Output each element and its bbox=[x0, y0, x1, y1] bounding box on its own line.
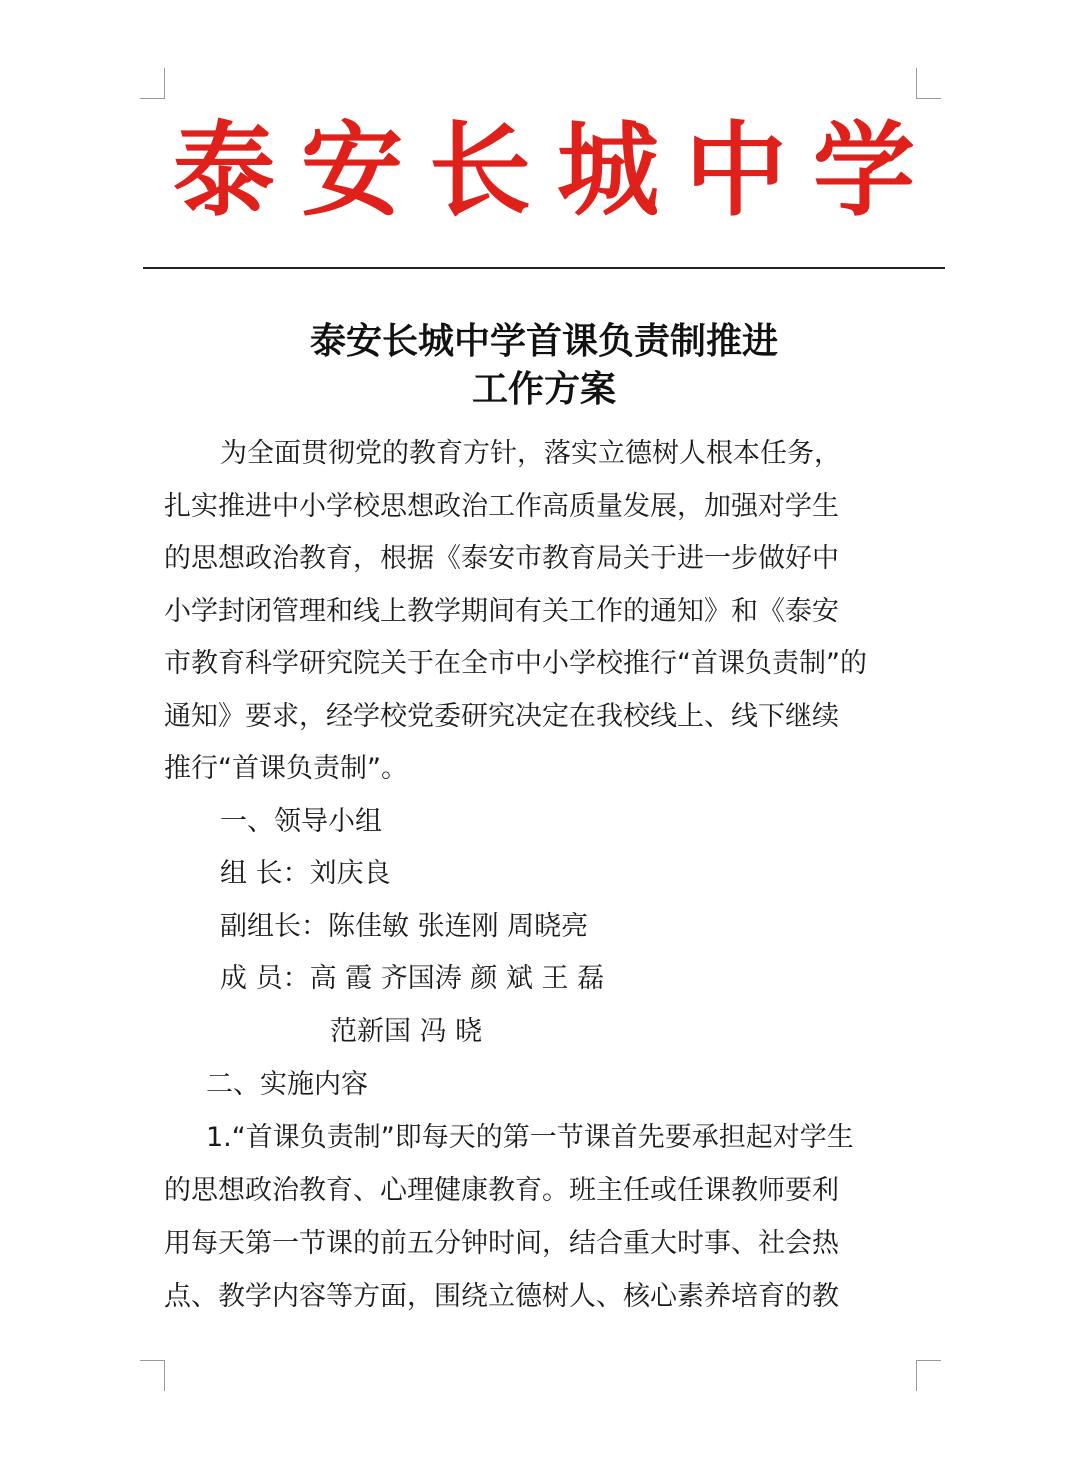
crop-mark-bottom-left bbox=[140, 1360, 165, 1391]
crop-mark-top-left bbox=[140, 68, 165, 99]
document-title-line-2: 工作方案 bbox=[471, 369, 616, 410]
intro-line: 的思想政治教育，根据《泰安市教育局关于进一步做好中 bbox=[164, 543, 839, 574]
content-line: 点、教学内容等方面，围绕立德树人、核心素养培育的教 bbox=[164, 1281, 839, 1312]
masthead: 泰安长城中学 bbox=[173, 112, 941, 231]
intro-line: 推行“首课负责制”。 bbox=[164, 753, 408, 784]
section-heading-leadership: 一、领导小组 bbox=[220, 806, 382, 837]
leader-line: 组 长：刘庆良 bbox=[220, 858, 391, 889]
masthead-rule bbox=[143, 267, 945, 269]
intro-line: 市教育科学研究院关于在全市中小学校推行“首课负责制”的 bbox=[164, 648, 867, 679]
content-line: 的思想政治教育、心理健康教育。班主任或任课教师要利 bbox=[164, 1175, 839, 1206]
section-heading-content: 二、实施内容 bbox=[206, 1069, 368, 1100]
crop-mark-bottom-right bbox=[916, 1360, 941, 1391]
crop-mark-top-right bbox=[916, 68, 941, 99]
content-line: 1.“首课负责制”即每天的第一节课首先要承担起对学生 bbox=[206, 1122, 854, 1153]
content-line: 用每天第一节课的前五分钟时间，结合重大时事、社会热 bbox=[164, 1228, 839, 1259]
deputy-line: 副组长：陈佳敏 张连刚 周晓亮 bbox=[220, 911, 589, 942]
document-title bbox=[143, 318, 945, 414]
intro-line: 为全面贯彻党的教育方针，落实立德树人根本任务， bbox=[220, 438, 841, 469]
members-line-continued: 范新国 冯 晓 bbox=[330, 1016, 483, 1047]
document-title-line-1: 泰安长城中学首课负责制推进 bbox=[309, 321, 778, 362]
intro-line: 通知》要求，经学校党委研究决定在我校线上、线下继续 bbox=[164, 701, 839, 732]
intro-line: 小学封闭管理和线上教学期间有关工作的通知》和《泰安 bbox=[164, 596, 839, 627]
members-line: 成 员：高 霞 齐国涛 颜 斌 王 磊 bbox=[220, 963, 605, 994]
intro-line: 扎实推进中小学校思想政治工作高质量发展，加强对学生 bbox=[164, 491, 839, 522]
